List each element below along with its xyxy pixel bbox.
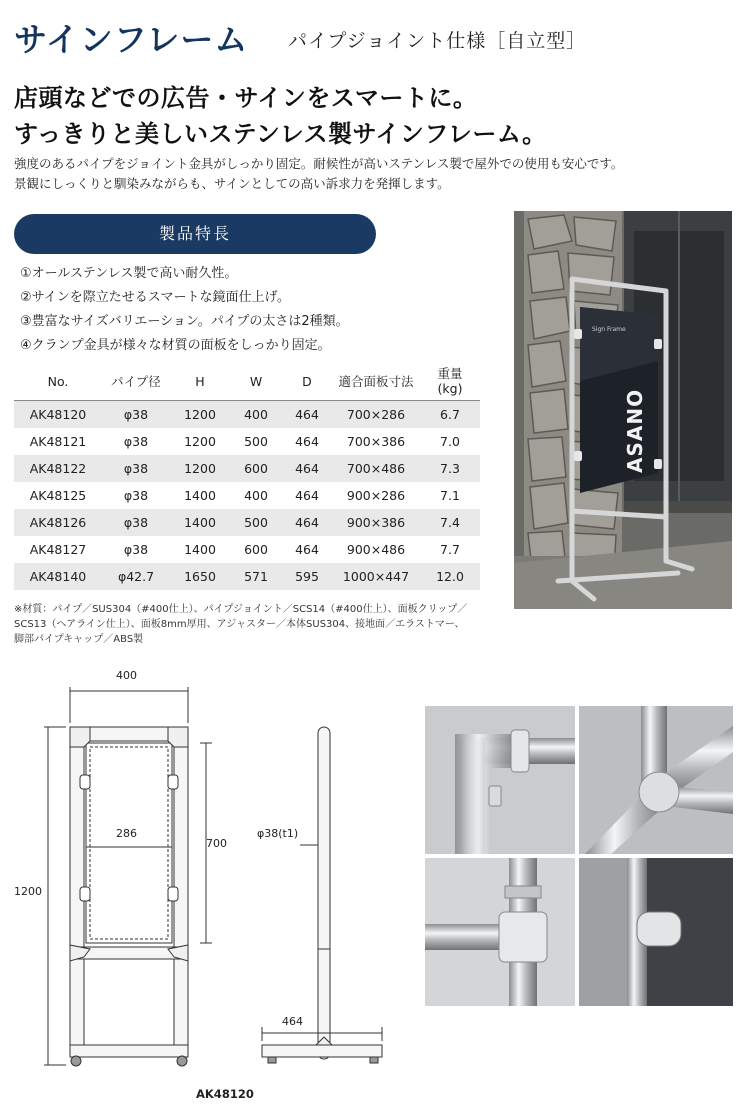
dim-pipe-diameter: φ38(t1)	[257, 827, 299, 840]
cell-d: 464	[282, 401, 332, 429]
cell-d: 464	[282, 509, 332, 536]
table-row	[14, 401, 480, 429]
weight-unit: (kg)	[437, 381, 463, 396]
cell-weight: 7.0	[440, 434, 460, 449]
table-row	[14, 428, 480, 455]
dim-height: 1200	[14, 885, 42, 898]
headline	[14, 80, 547, 152]
cell-pipe: φ38	[102, 401, 170, 429]
cell-d: 464	[295, 542, 319, 557]
table-header-row	[14, 362, 480, 401]
cell-w: 500	[244, 434, 268, 449]
feature-item: ③豊富なサイズバリエーション。パイプの太さは2種類。	[20, 314, 349, 329]
cell-panel-size: 700×286	[332, 401, 420, 429]
cell-d: 464	[295, 488, 319, 503]
cell-panel-size: 900×286	[346, 488, 406, 503]
cell-h: 1650	[170, 563, 230, 590]
col-header-w: W	[230, 362, 282, 401]
cell-pipe: φ38	[123, 434, 149, 449]
detail-cross-joint	[425, 858, 575, 1006]
cell-h: 1200	[170, 455, 230, 482]
table-row	[14, 509, 480, 536]
cell-weight: 12.0	[420, 563, 480, 590]
col-header-pipe: パイプ径	[102, 362, 170, 401]
feature-item: ②サインを際立たせるスマートな鏡面仕上げ。	[20, 290, 290, 305]
cell-w: 571	[230, 563, 282, 590]
cell-h: 1400	[184, 542, 216, 557]
dim-panel-height: 700	[206, 837, 227, 850]
cell-no: AK48125	[29, 488, 87, 503]
photo-panel-small-text: Sign Frame	[592, 326, 626, 333]
cell-weight: 7.3	[420, 455, 480, 482]
cell-weight: 7.7	[440, 542, 460, 557]
cell-weight: 7.1	[440, 488, 460, 503]
cell-d: 595	[282, 563, 332, 590]
headline-line-2: すっきりと美しいステンレス製サインフレーム。	[14, 120, 547, 148]
feature-list	[20, 262, 349, 358]
cell-d: 464	[295, 434, 319, 449]
cell-panel-size: 700×386	[346, 434, 406, 449]
photo-panel-brand: ASANO	[623, 388, 647, 473]
note-line-1: ※材質：パイプ／SUS304（#400仕上）、パイプジョイント／SCS14（#400仕上）、面板クリップ／	[14, 604, 468, 615]
cell-pipe: φ38	[123, 488, 149, 503]
cell-w: 400	[244, 488, 268, 503]
headline-line-1: 店頭などでの広告・サインをスマートに。	[14, 84, 478, 112]
note-line-3: 脚部パイプキャップ／ABS製	[14, 634, 144, 645]
cell-w: 400	[230, 401, 282, 429]
cell-h: 1400	[170, 509, 230, 536]
col-header-no: No.	[14, 362, 102, 401]
spec-table	[14, 362, 480, 590]
cell-no: AK48126	[14, 509, 102, 536]
product-photo	[514, 211, 732, 609]
description-line-1: 強度のあるパイプをジョイント金具がしっかり固定。耐候性が高いステンレス製で屋外での使用も安心です。	[14, 156, 624, 171]
cell-h: 1200	[170, 401, 230, 429]
cell-no: AK48122	[14, 455, 102, 482]
cell-no: AK48121	[29, 434, 87, 449]
detail-panel-clip	[579, 858, 733, 1006]
cell-w: 600	[230, 455, 282, 482]
table-row	[14, 563, 480, 590]
description-line-2: 景観にしっくりと馴染みながらも、サインとしての高い訴求力を発揮します。	[14, 176, 450, 191]
feature-item: ①オールステンレス製で高い耐久性。	[20, 266, 238, 281]
description	[14, 154, 623, 194]
feature-item: ④クランプ金具が様々な材質の面板をしっかり固定。	[20, 338, 331, 353]
technical-drawing	[0, 665, 410, 1120]
cell-pipe: φ38	[123, 542, 149, 557]
weight-label: 重量	[437, 366, 463, 381]
cell-w: 500	[230, 509, 282, 536]
cell-pipe: φ42.7	[102, 563, 170, 590]
cell-pipe: φ38	[102, 455, 170, 482]
table-row	[14, 536, 480, 563]
detail-corner-joint	[425, 706, 575, 854]
features-heading: 製品特長	[14, 214, 376, 254]
cell-panel-size: 900×486	[346, 542, 406, 557]
cell-w: 600	[244, 542, 268, 557]
table-row	[14, 482, 480, 509]
col-header-weight	[420, 362, 480, 401]
cell-no: AK48140	[14, 563, 102, 590]
cell-no: AK48127	[29, 542, 87, 557]
dim-width: 400	[116, 669, 137, 682]
cell-no: AK48120	[14, 401, 102, 429]
detail-photos	[425, 706, 733, 1006]
col-header-h: H	[170, 362, 230, 401]
cell-panel-size: 1000×447	[332, 563, 420, 590]
cell-panel-size: 700×486	[332, 455, 420, 482]
table-row	[14, 455, 480, 482]
detail-tee-joint	[579, 706, 733, 854]
cell-d: 464	[282, 455, 332, 482]
col-header-panel-size: 適合面板寸法	[332, 362, 420, 401]
dim-panel-width: 286	[116, 827, 137, 840]
cell-h: 1400	[184, 488, 216, 503]
drawing-model-label: AK48120	[196, 1087, 254, 1101]
cell-weight: 6.7	[420, 401, 480, 429]
page-title: サインフレーム	[14, 20, 249, 59]
cell-weight: 7.4	[420, 509, 480, 536]
note-line-2: SCS13（ヘアライン仕上）、面板8mm厚用、アジャスター／本体SUS304、接地面／エラストマー、	[14, 619, 465, 630]
dim-depth: 464	[282, 1015, 303, 1028]
col-header-d: D	[282, 362, 332, 401]
cell-h: 1200	[184, 434, 216, 449]
material-note	[14, 602, 484, 647]
cell-panel-size: 900×386	[332, 509, 420, 536]
page-subtitle: パイプジョイント仕様［自立型］	[288, 30, 587, 52]
cell-pipe: φ38	[102, 509, 170, 536]
